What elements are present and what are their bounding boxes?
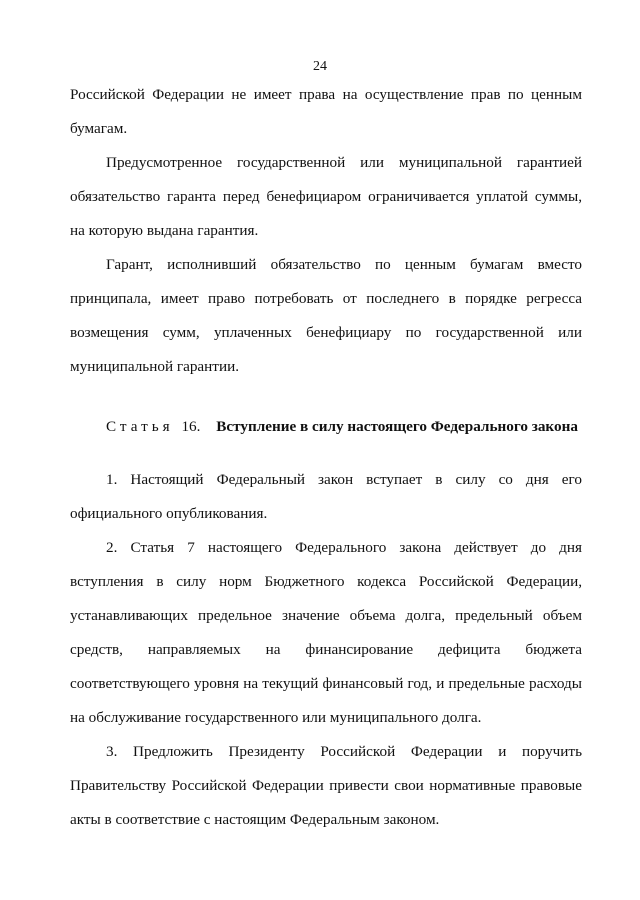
paragraph-guarantee-obligation: Предусмотренное государственной или муниципальной гарантией обязательство гаранта перед бенефициаром ограничивается уплатой суммы, на которую выдана гарантия. [70,154,582,239]
article-heading [70,410,582,444]
paragraph-guarantor-recourse: Гарант, исполнивший обязательство по ценным бумагам вместо принципала, имеет право потребовать от последнего в порядке регресса возмещения сумм, уплаченных бенефициару по государственной или муниципальной гарантии. [70,256,582,375]
document-body [70,78,582,837]
paragraph-item-3: 3. Предложить Президенту Российской Федерации и поручить Правительству Российской Федерации привести свои нормативные правовые акты в соответствие с настоящим Федеральным законом. [70,743,582,828]
paragraph-item-1: 1. Настоящий Федеральный закон вступает в силу со дня его официального опубликования. [70,471,582,522]
article-label: Статья [106,418,174,435]
paragraph-item-2: 2. Статья 7 настоящего Федерального закона действует до дня вступления в силу норм Бюджетного кодекса Российской Федерации, устанавливающих предельное значение объема долга, предельный объем средств, направляемых на финансирование дефицита бюджета соответствующего уровня на текущий финансовый год, и предельные расходы на обслуживание государственного или муниципального долга. [70,539,582,726]
article-title: Вступление в силу настоящего Федерального закона [216,418,578,435]
paragraph-continuation: Российской Федерации не имеет права на осуществление прав по ценным бумагам. [70,86,582,137]
page-number: 24 [313,59,327,74]
article-number: 16. [181,418,201,435]
